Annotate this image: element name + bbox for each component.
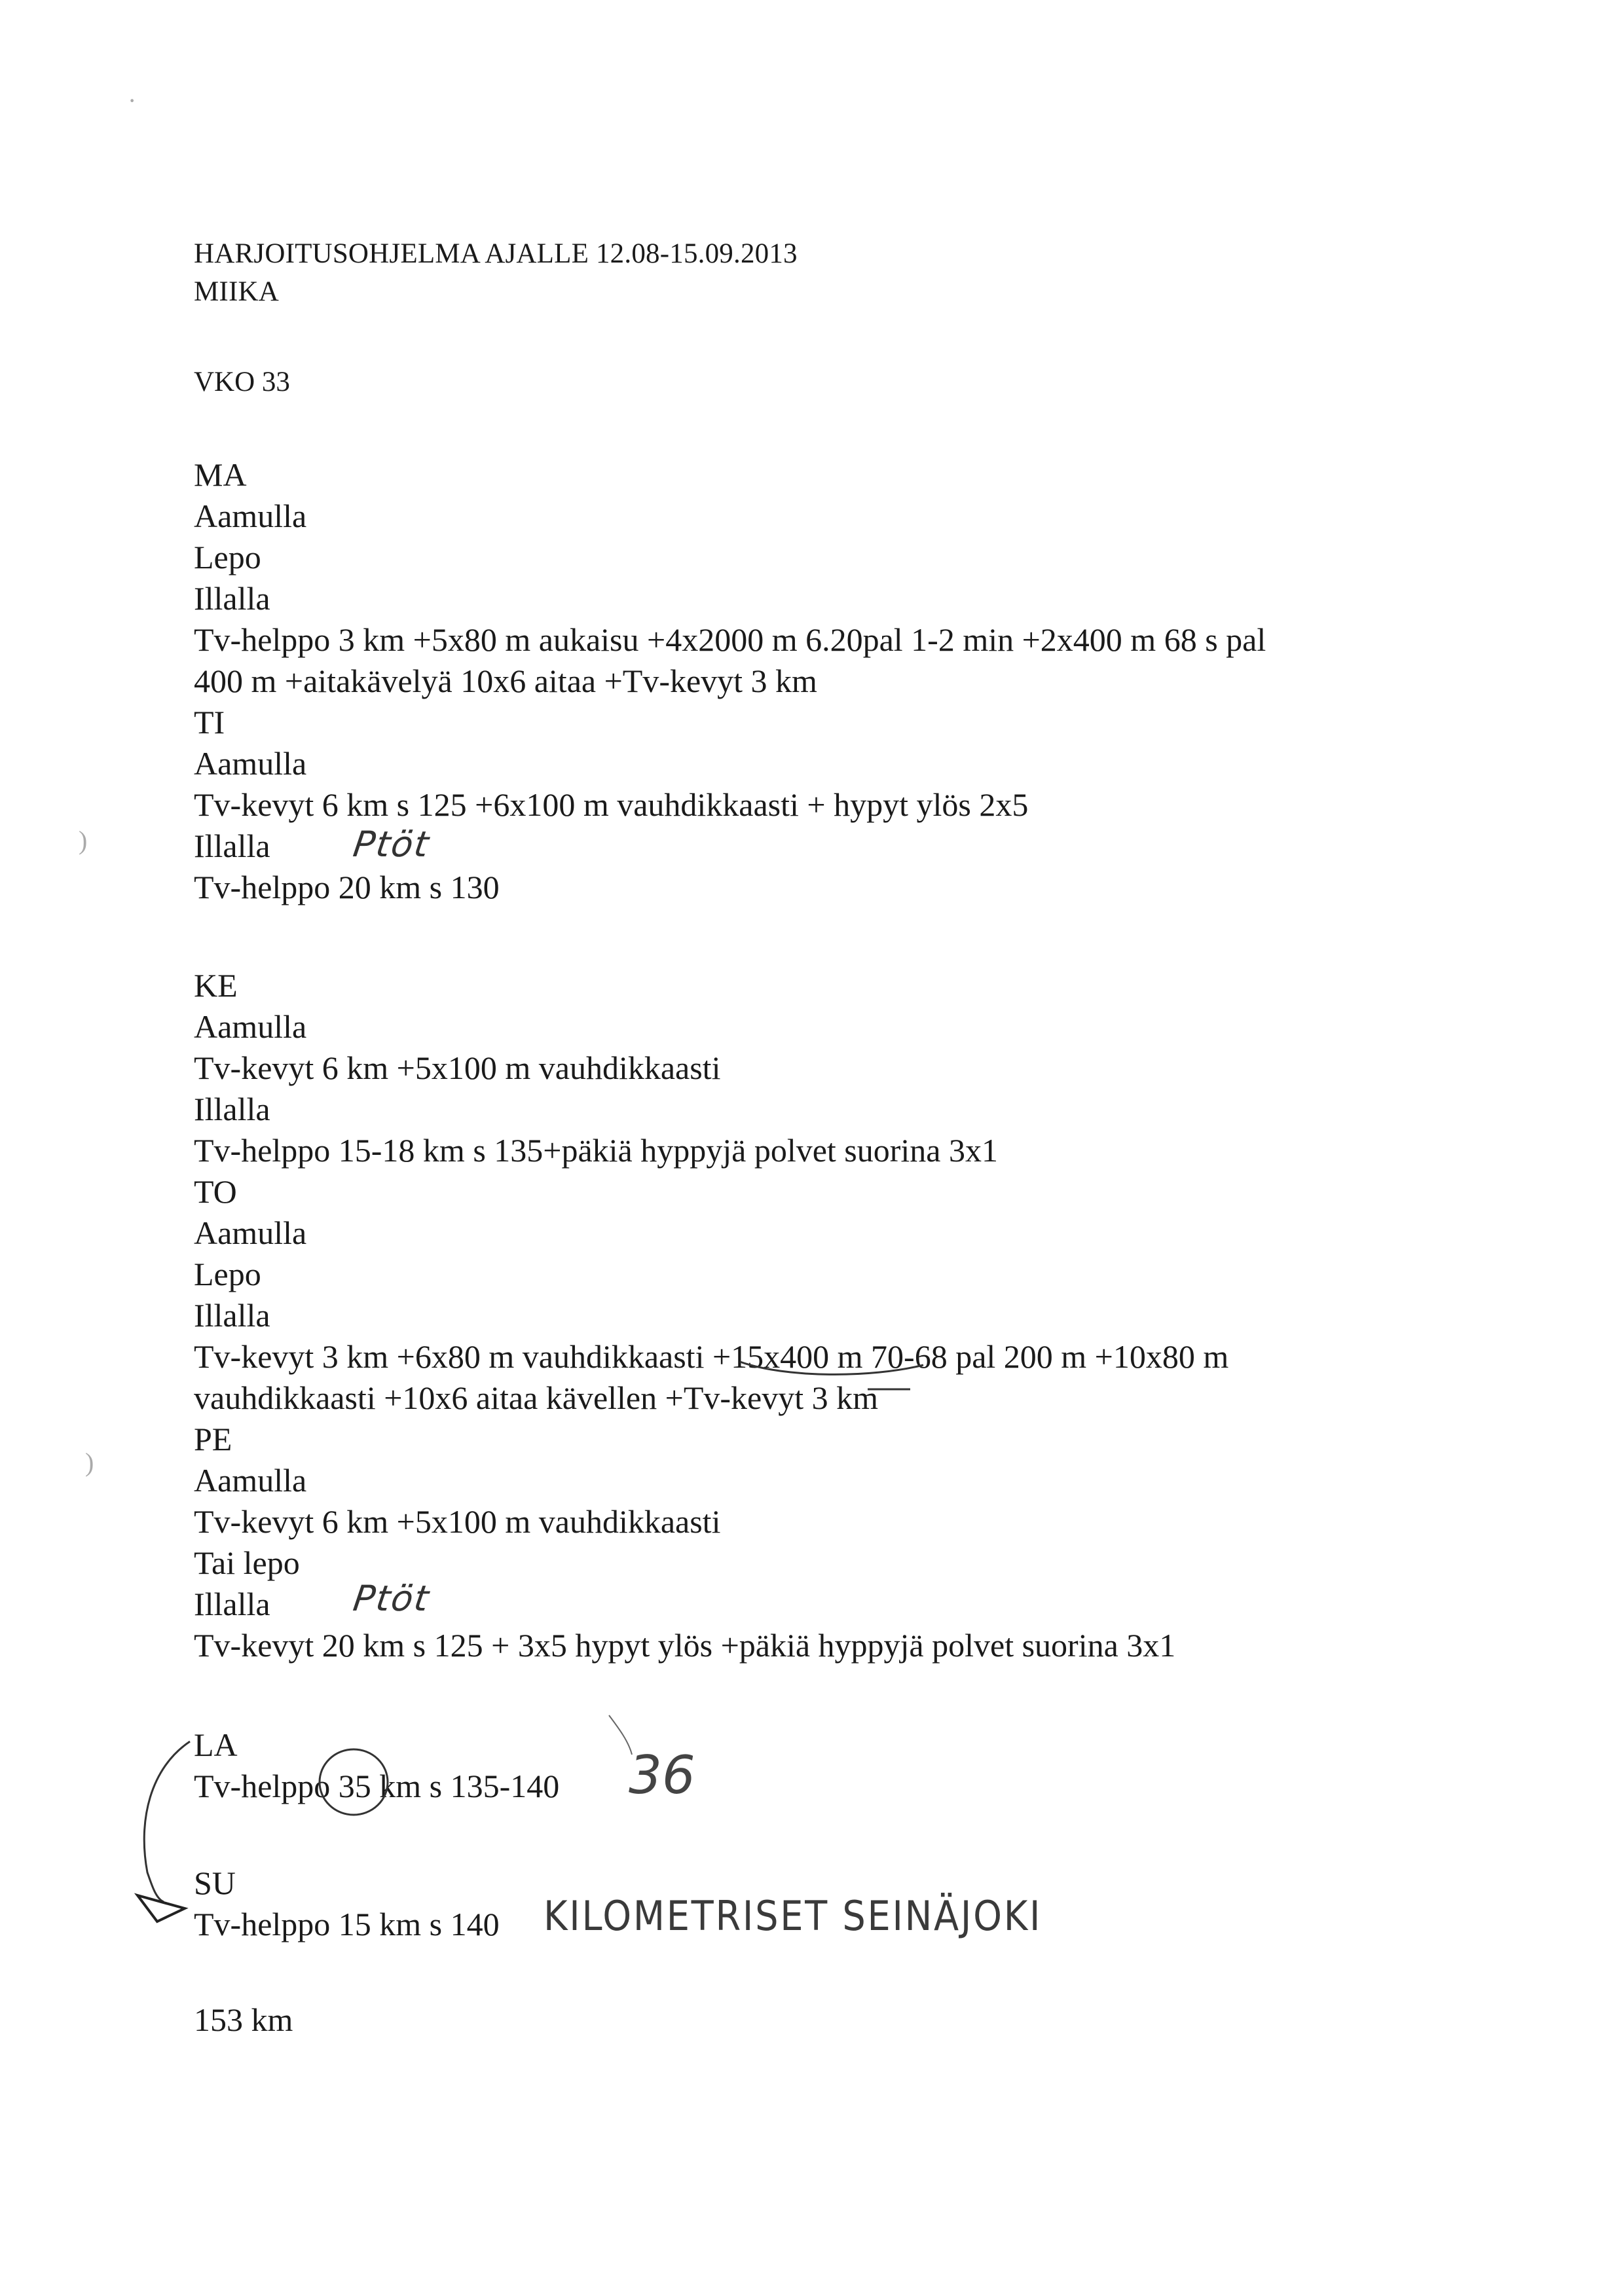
session-label: Aamulla bbox=[194, 1462, 307, 1499]
session-detail: Tv-kevyt 6 km +5x100 m vauhdikkaasti bbox=[194, 1049, 721, 1086]
session-detail: Tv-helppo 20 km s 130 bbox=[194, 869, 500, 905]
underline-mark bbox=[740, 1362, 923, 1374]
handwritten-note-su: KILOMETRISET SEINÄJOKI bbox=[544, 1892, 1043, 1940]
session-label: Illalla bbox=[194, 1091, 270, 1127]
session-detail: Tv-kevyt 6 km +5x100 m vauhdikkaasti bbox=[194, 1503, 721, 1540]
session-detail: Tv-helppo 3 km +5x80 m aukaisu +4x2000 m 6.20pal 1-2 min +2x400 m 68 s pal bbox=[194, 621, 1266, 658]
session-label: Aamulla bbox=[194, 1008, 307, 1045]
session-detail: Tv-helppo 15-18 km s 135+päkiä hyppyjä polvet suorina 3x1 bbox=[194, 1132, 999, 1169]
session-detail: Tv-kevyt 3 km +6x80 m vauhdikkaasti +15x400 m 70-68 pal 200 m +10x80 m bbox=[194, 1338, 1229, 1375]
session-detail: Lepo bbox=[194, 1256, 261, 1292]
week-label: VKO 33 bbox=[194, 367, 290, 397]
session-label: Illalla bbox=[194, 580, 270, 617]
session-detail: vauhdikkaasti +10x6 aitaa kävellen +Tv-kevyt 3 km bbox=[194, 1379, 878, 1416]
day-heading-ke: KE bbox=[194, 967, 238, 1004]
day-heading-su: SU bbox=[194, 1865, 236, 1901]
handwritten-note-pe: Ptöt bbox=[350, 1578, 433, 1619]
session-detail: Lepo bbox=[194, 539, 261, 575]
session-detail: Tv-kevyt 6 km s 125 +6x100 m vauhdikkaasti + hypyt ylös 2x5 bbox=[194, 786, 1029, 823]
handwritten-note-ti: Ptöt bbox=[350, 824, 433, 865]
handwritten-number-la: 36 bbox=[629, 1745, 695, 1806]
session-detail: Tv-helppo 15 km s 140 bbox=[194, 1906, 500, 1942]
scan-speck: · bbox=[128, 86, 137, 115]
day-heading-pe: PE bbox=[194, 1421, 232, 1457]
session-detail: Tai lepo bbox=[194, 1544, 300, 1581]
session-label: Illalla bbox=[194, 828, 270, 864]
session-detail: 400 m +aitakävelyä 10x6 aitaa +Tv-kevyt 3 km bbox=[194, 663, 817, 699]
arrow-line bbox=[144, 1741, 190, 1902]
document-title: HARJOITUSOHJELMA AJALLE 12.08-15.09.2013 bbox=[194, 238, 798, 269]
day-heading-ma: MA bbox=[194, 456, 247, 493]
scan-speck: ) bbox=[79, 826, 88, 855]
day-heading-ti: TI bbox=[194, 704, 225, 740]
day-heading-to: TO bbox=[194, 1173, 237, 1210]
session-label: Aamulla bbox=[194, 498, 307, 534]
day-heading-la: LA bbox=[194, 1726, 238, 1763]
session-detail: Tv-helppo 35 km s 135-140 bbox=[194, 1768, 560, 1804]
session-detail: Tv-kevyt 20 km s 125 + 3x5 hypyt ylös +päkiä hyppyjä polvet suorina 3x1 bbox=[194, 1627, 1176, 1664]
session-label: Illalla bbox=[194, 1586, 270, 1622]
session-label: Illalla bbox=[194, 1297, 270, 1334]
circle-mark bbox=[320, 1749, 388, 1815]
session-label: Aamulla bbox=[194, 1214, 307, 1251]
scan-speck: ) bbox=[85, 1448, 94, 1477]
stray-mark bbox=[609, 1715, 632, 1755]
weekly-total: 153 km bbox=[194, 2001, 293, 2038]
athlete-name: MIIKA bbox=[194, 276, 279, 307]
session-label: Aamulla bbox=[194, 745, 307, 782]
